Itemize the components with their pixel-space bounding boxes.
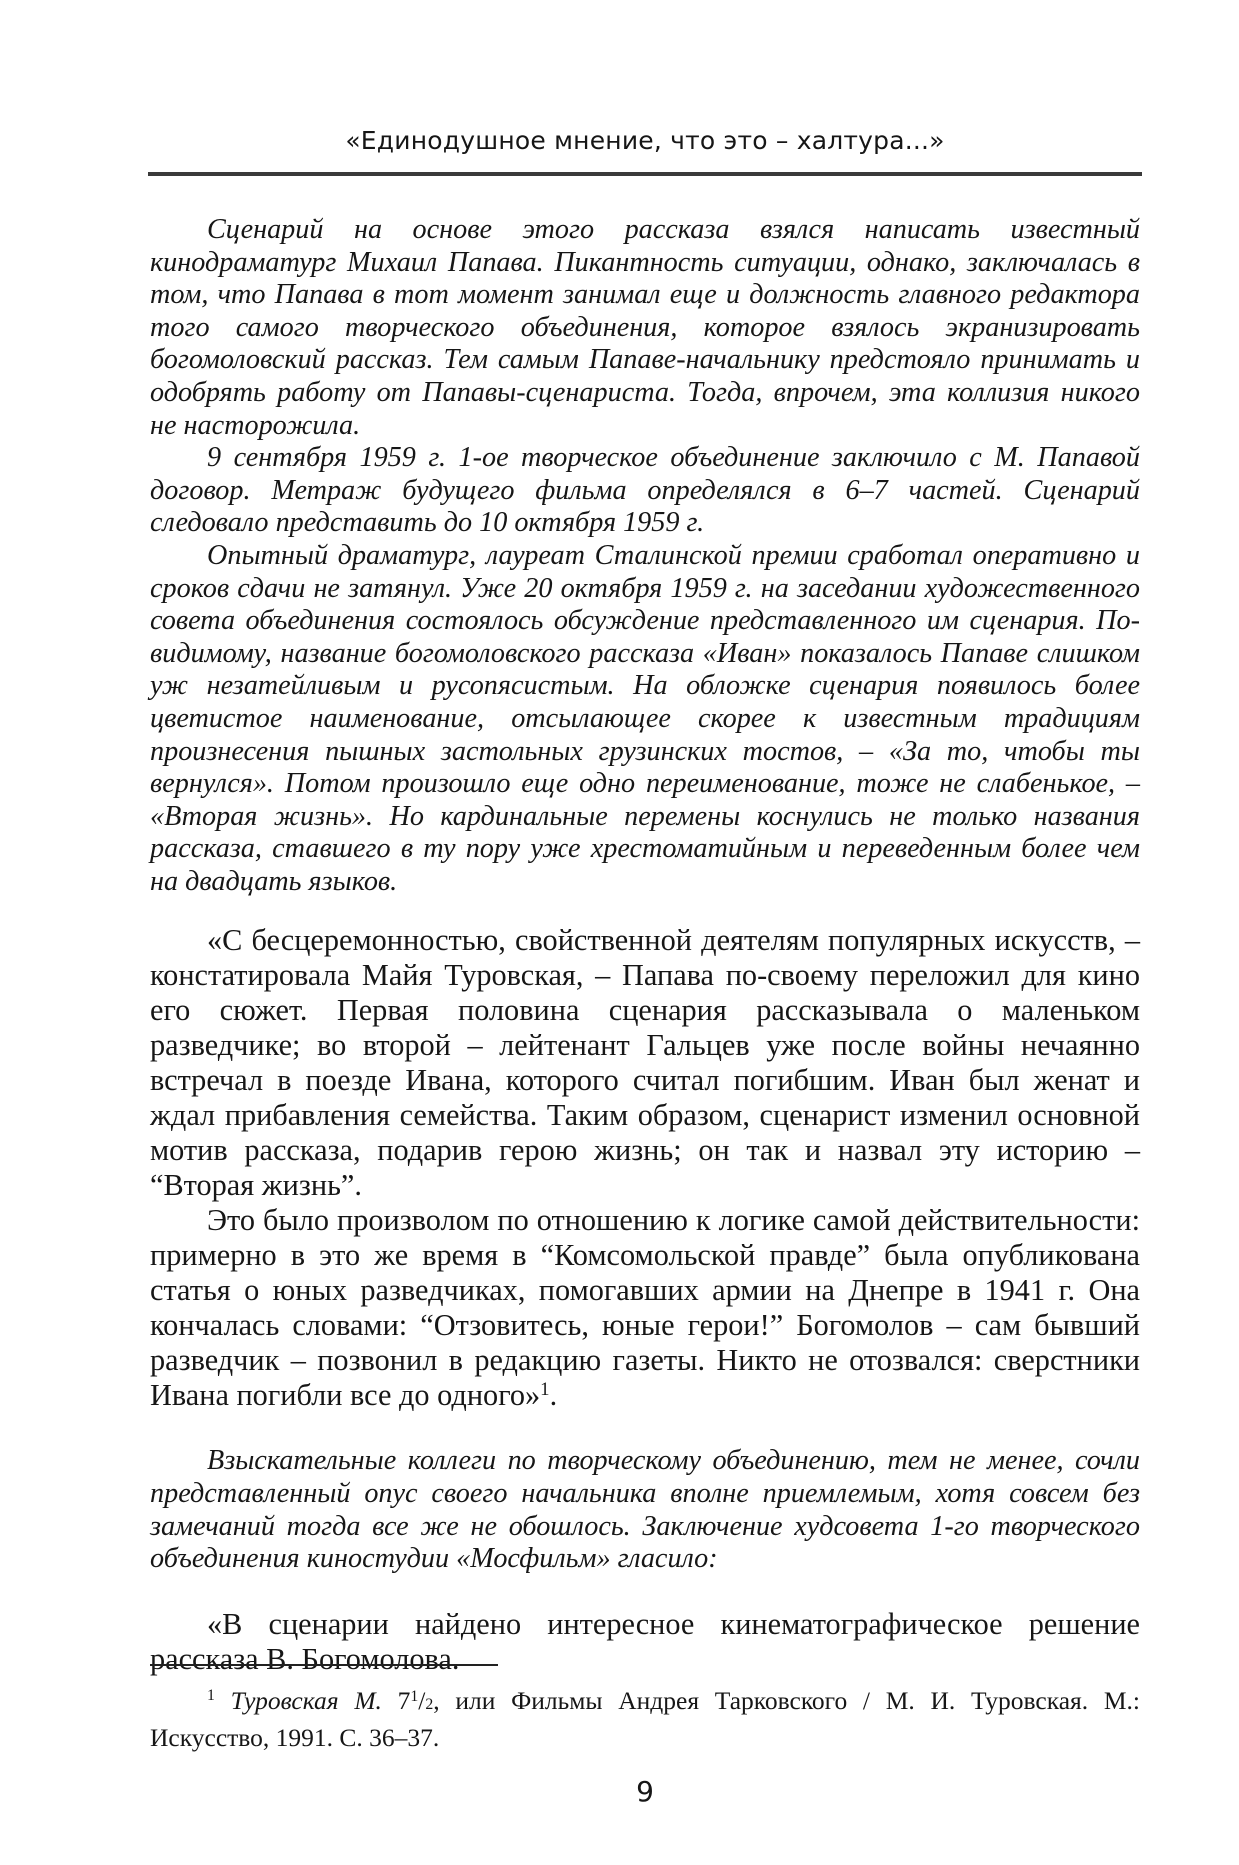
footnote-reference: 1 bbox=[540, 1379, 550, 1401]
running-head: «Единодушное мнение, что это – халтура...» bbox=[345, 126, 945, 155]
header-rule bbox=[148, 172, 1142, 176]
footnote-title-number: 7 bbox=[397, 1686, 411, 1715]
footnote: $^1$ Туровская М. $7^1/2$, или Фильмы Андрея Тарковского / М. И. Туровская. М.: Искусство, 1991. С. 36–37. bbox=[150, 1686, 1140, 1752]
paragraph-script-discussion: Опытный драматург, лауреат Сталинской премии сработал оперативно и сроков сдачи не затянул. Уже 20 октября 1959 г. на заседании художественного совета объединения состоялось обсуждение представленного им сценария. По-видимому, название богомоловского рассказа «Иван» показалось Папаве слишком уж незатейливым и русопясистым. На обложке сценария появилось более цветистое наименование, отсылающее скорее к известным традициям произнесения пышных застольных грузинских тостов, – «За то, чтобы ты вернулся». Потом произошло еще одно переименование, тоже не слабенькое, – «Вторая жизнь». Но кардинальные перемены коснулись не только названия рассказа, ставшего в ту пору уже хрестоматийным и переведенным более чем на двадцать языков. bbox=[150, 539, 1140, 897]
quote-turovskaya-2-text: Это было произволом по отношению к логике самой действительности: примерно в это же время в “Комсомольской правде” была опубликована статья о юных разведчиках, помогавших армии на Днепре в 1941 г. Она кончалась словами: “Отзовитесь, юные герои!” Богомолов – сам бывший разведчик – позвонил в редакцию газеты. Никто не отозвался: сверстники Ивана погибли все до одного» bbox=[150, 1203, 1140, 1413]
footnote-rule bbox=[150, 1664, 498, 1666]
page-number: 9 bbox=[636, 1775, 654, 1808]
quote-council-conclusion: «В сценарии найдено интересное кинематографическое решение рассказа В. Богомолова. bbox=[150, 1606, 1140, 1676]
footnote-author: Туровская М. bbox=[230, 1686, 382, 1715]
quote-turovskaya-2-end: . bbox=[549, 1378, 558, 1413]
quote-turovskaya-2 bbox=[150, 1203, 1140, 1413]
quote-turovskaya-1: «С бесцеремонностью, свойственной деятелям популярных искусств, – констатировала Майя Туровская, – Папава по-своему переложил для кино его сюжет. Первая половина сценария рассказывала о маленьком разведчике; во второй – лейтенант Гальцев уже после войны нечаянно встречал в поезде Ивана, которого считал погибшим. Иван был женат и ждал прибавления семейства. Таким образом, сценарист изменил основной мотив рассказа, подарив герою жизнь; он так и назвал эту историю – “Вторая жизнь”. bbox=[150, 923, 1140, 1203]
footnote-text: , или Фильмы Андрея Тарковского / М. И. Туровская. М.: Искусство, 1991. С. 36–37. bbox=[150, 1686, 1140, 1752]
footnote-fraction-denominator: 2 bbox=[425, 1696, 434, 1713]
footnote-fraction-numerator: 1 bbox=[410, 1688, 419, 1706]
paragraph-screenplay-author: Сценарий на основе этого рассказа взялся написать известный кинодраматург Михаил Папава. Пикантность ситуации, однако, заключалась в том, что Папава в тот момент занимал еще и должность главного редактора того самого творческого объединения, которое взялось экранизировать богомоловский рассказ. Тем самым Папаве-начальнику предстояло принимать и одобрять работу от Папавы-сценариста. Тогда, впрочем, эта коллизия никого не насторожила. bbox=[150, 214, 1140, 441]
paragraph-colleagues: Взыскательные коллеги по творческому объединению, тем не менее, сочли представленный опус своего начальника вполне приемлемым, хотя совсем без замечаний тогда все же не обошлось. Заключение худсовета 1-го творческого объединения киностудии «Мосфильм» гласило: bbox=[150, 1445, 1140, 1575]
paragraph-contract: 9 сентября 1959 г. 1-ое творческое объединение заключило с М. Папавой договор. Метраж будущего фильма определялся в 6–7 частей. Сценарий следовало представить до 10 октября 1959 г. bbox=[150, 442, 1140, 539]
body-text bbox=[150, 214, 1140, 1677]
footnote-marker: 1 bbox=[207, 1687, 215, 1705]
